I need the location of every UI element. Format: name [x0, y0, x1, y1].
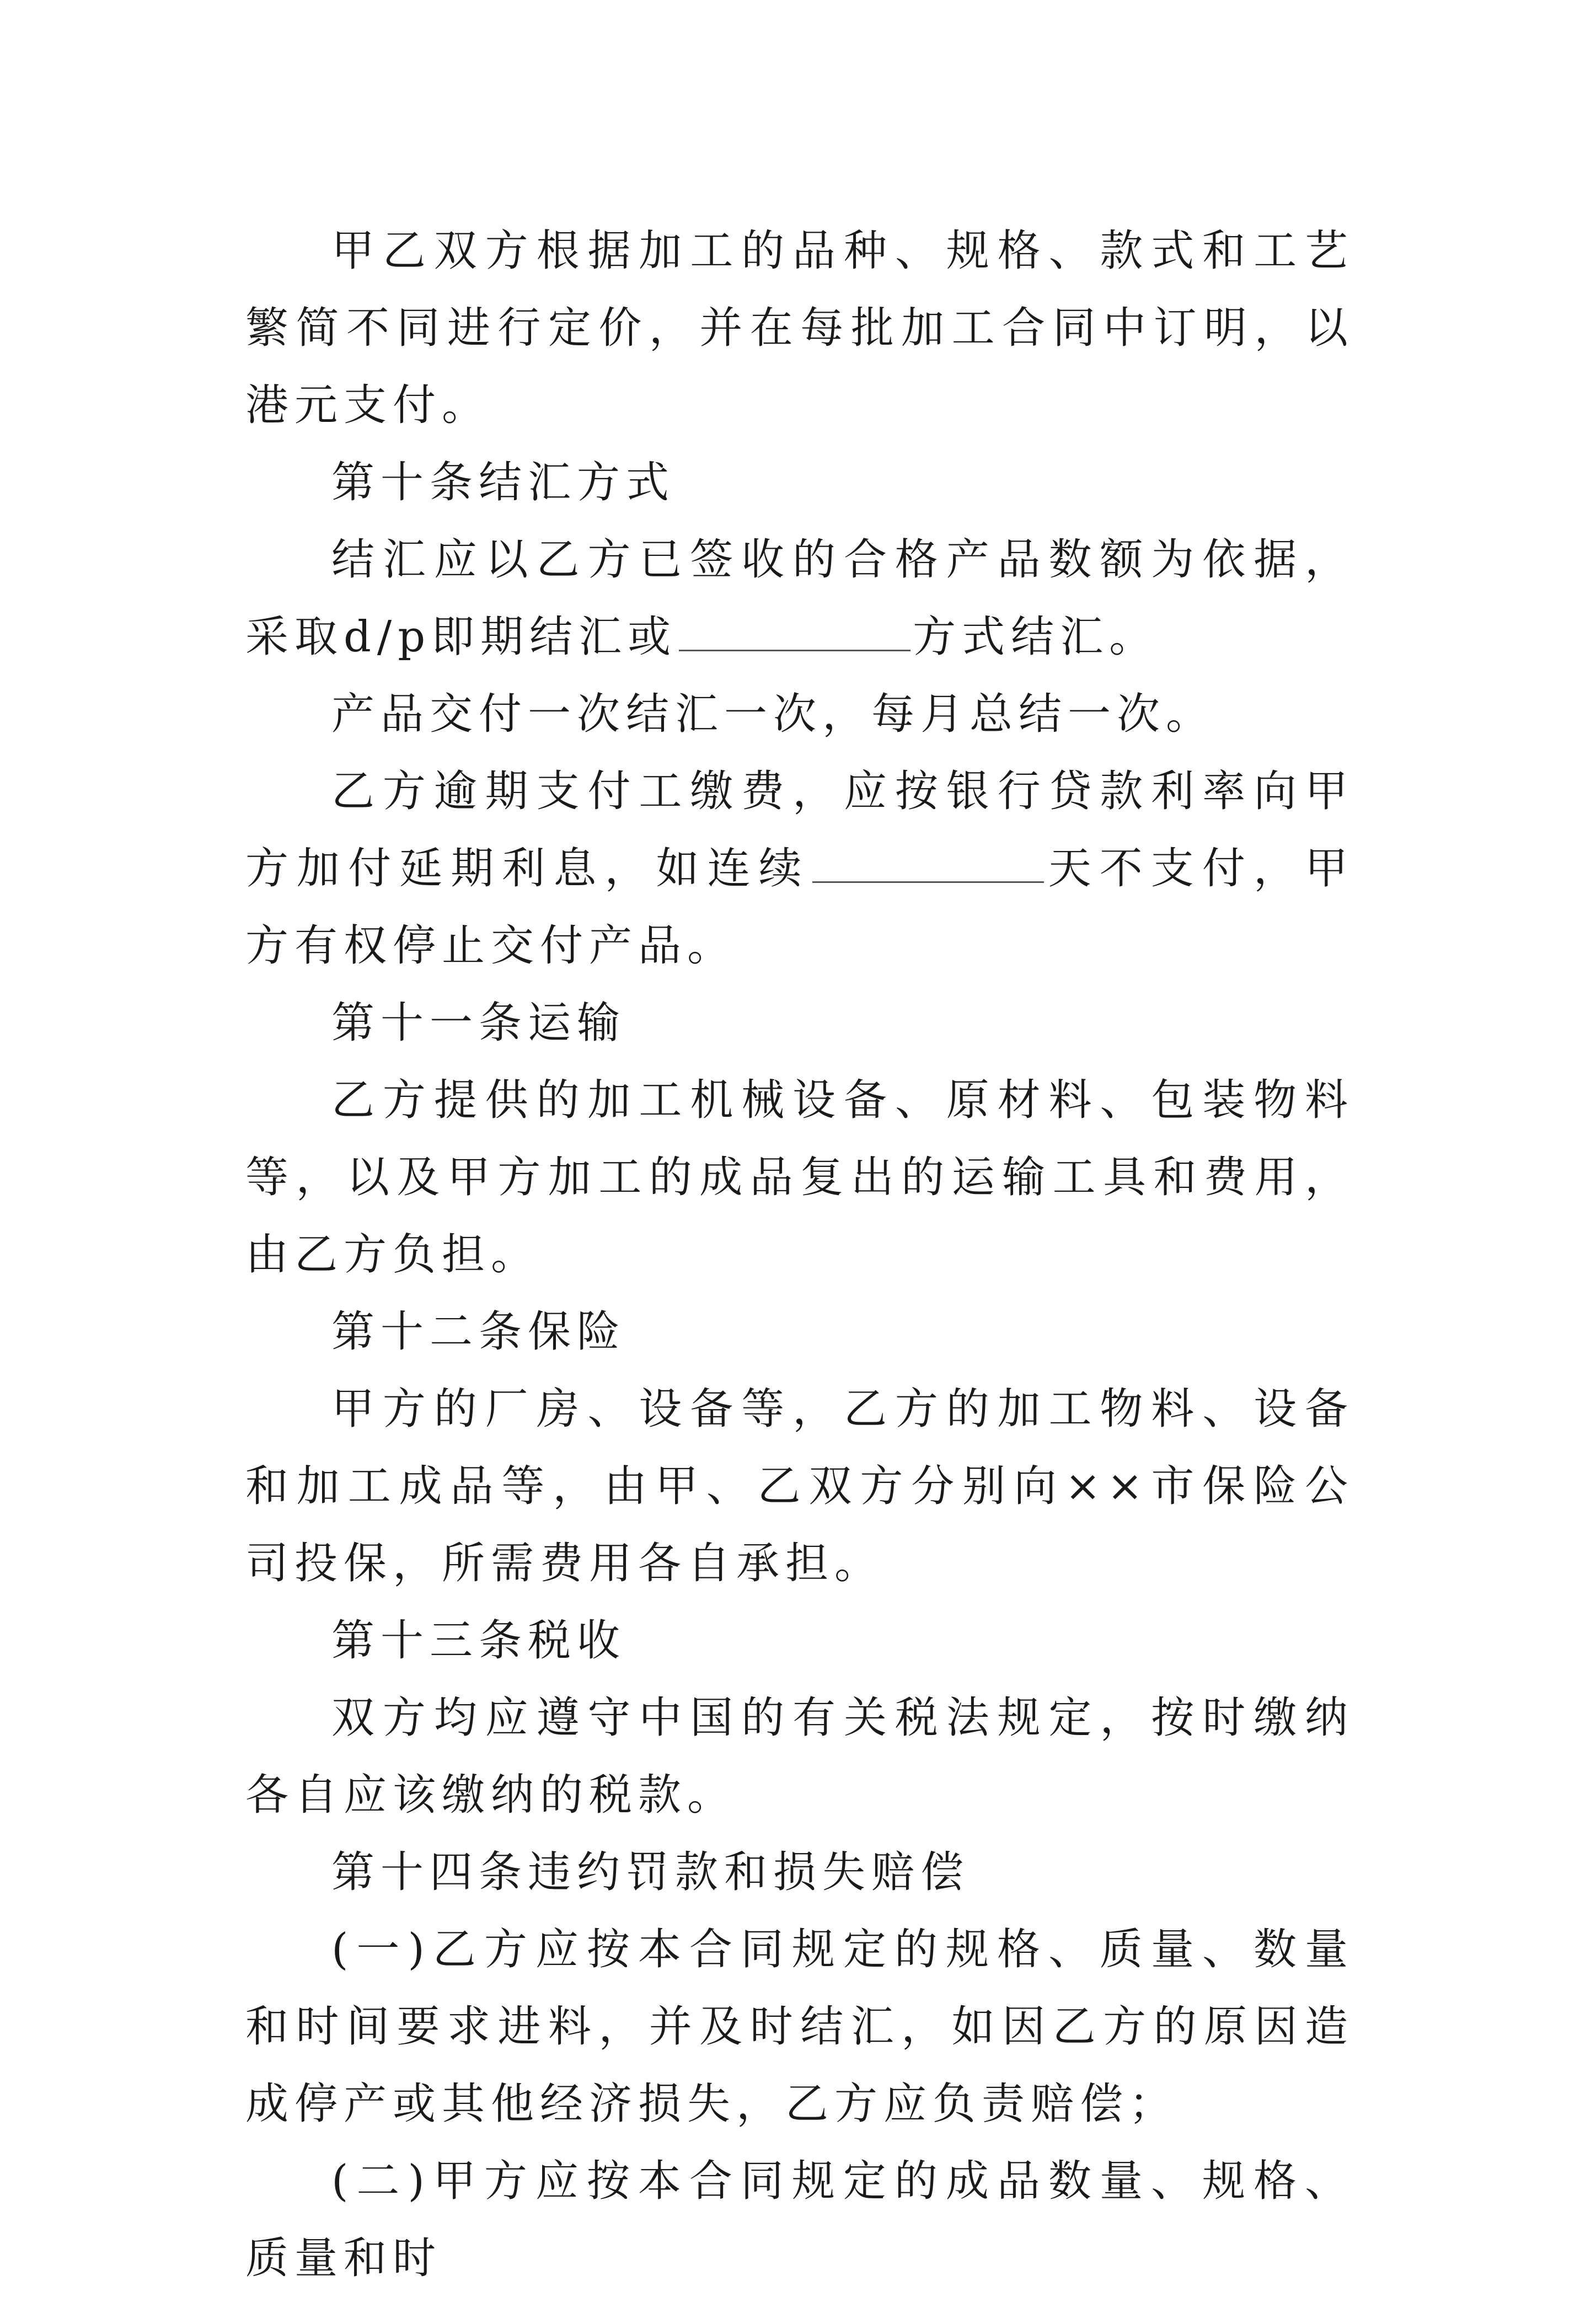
document-body	[245, 212, 1354, 2297]
paragraph-insurance: 甲方的厂房、设备等，乙方的加工物料、设备和加工成品等，由甲、乙双方分别向××市保险公司投保，所需费用各自承担。	[245, 1384, 1354, 1588]
paragraph-pricing: 甲乙双方根据加工的品种、规格、款式和工艺繁简不同进行定价，并在每批加工合同中订明，以港元支付。	[245, 226, 1354, 430]
settlement-method-blank	[679, 607, 911, 651]
heading-article-10: 第十条结汇方式	[331, 458, 676, 507]
heading-article-12: 第十二条保险	[331, 1307, 626, 1357]
paragraph-late-payment	[245, 753, 1354, 984]
settlement-text-start: 结汇应以乙方已签收的合格产品数额为依据，采取d/p即期结汇或	[245, 535, 1354, 662]
paragraph-breach-party-b: (一)乙方应按本合同规定的规格、质量、数量和时间要求进料，并及时结汇，如因乙方的原因造成停产或其他经济损失，乙方应负责赔偿；	[245, 1925, 1354, 2129]
late-days-blank	[812, 838, 1044, 883]
heading-article-11: 第十一条运输	[331, 998, 626, 1048]
heading-article-14: 第十四条违约罚款和损失赔偿	[331, 1848, 970, 1897]
late-payment-text-end: 天不支付，甲方有权停止交付产品。	[245, 844, 1354, 971]
paragraph-tax: 双方均应遵守中国的有关税法规定，按时缴纳各自应该缴纳的税款。	[245, 1693, 1354, 1820]
paragraph-breach-party-a: (二)甲方应按本合同规定的成品数量、规格、质量和时	[245, 2156, 1354, 2283]
late-payment-text-start: 乙方逾期支付工缴费，应按银行贷款利率向甲方加付延期利息，如连续	[245, 767, 1354, 893]
paragraph-settlement-frequency: 产品交付一次结汇一次，每月总结一次。	[331, 689, 1215, 739]
paragraph-settlement	[245, 521, 1354, 676]
paragraph-transport: 乙方提供的加工机械设备、原材料、包装物料等，以及甲方加工的成品复出的运输工具和费用，由乙方负担。	[245, 1075, 1354, 1279]
settlement-text-end: 方式结汇。	[913, 612, 1159, 662]
heading-article-13: 第十三条税收	[331, 1616, 626, 1666]
